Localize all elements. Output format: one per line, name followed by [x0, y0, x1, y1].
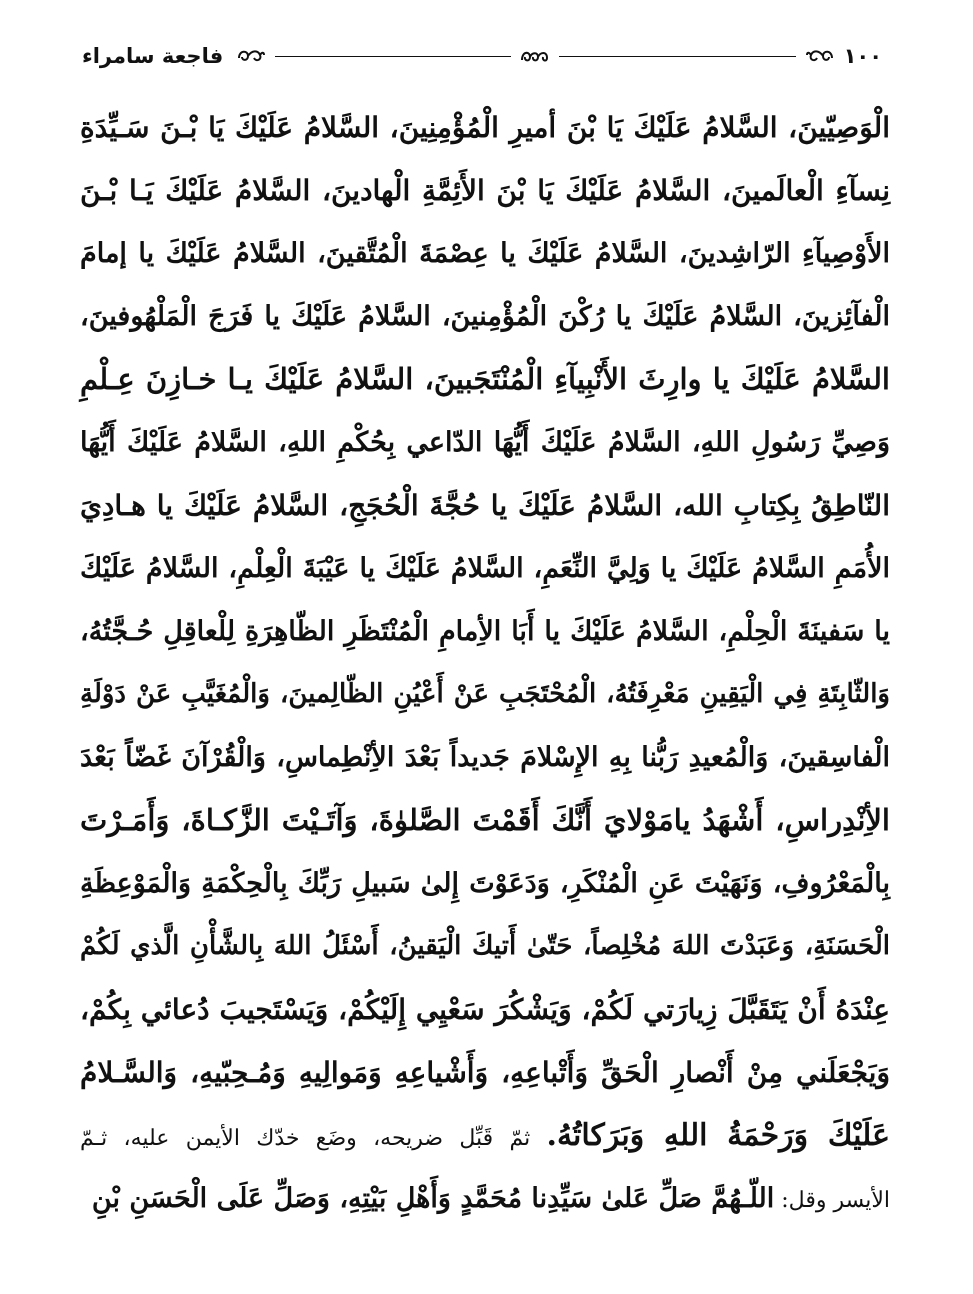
running-header [82, 36, 882, 76]
flourish-center-icon [519, 45, 551, 67]
text-line: نِسآءِ الْعالَمينَ، السَّلامُ عَلَيْكَ يَا بْنَ الأَئِمَّةِ الْهادينَ، السَّلامُ عَلَيْكَ يَـا بْـنَ [80, 174, 890, 207]
text-line: وَالثّابِتَةِ فِي الْيَقِينِ مَعْرِفَتُهُ، الْمُحْتَجَبِ عَنْ أَعْيُنِ الظّالِمينَ، وَالْمُغَيَّبِ عَنْ دَوْلَةِ [80, 679, 890, 709]
text-line: السَّلامُ عَلَيْكَ يا وارِثَ الأَنْبِيآءِ الْمُنْتَجَبينَ، السَّلامُ عَلَيْكَ يـا خـازِنَ عِـلْمِ [80, 362, 890, 396]
page-number: ١٠٠ [843, 44, 883, 68]
header-rule-left [275, 56, 511, 57]
book-title: فاجعة سامراء [82, 44, 224, 68]
text-line: بِالْمَعْرُوفِ، وَنَهَيْتَ عَنِ الْمُنْكَرِ، وَدَعَوْتَ إِلىٰ سَبيلِ رَبِّكَ بِالْحِكْمَةِ وَالْمَوْعِظَةِ [80, 868, 890, 899]
text-line: الأَوْصِيآءِ الرّاشِدينَ، السَّلامُ عَلَيْكَ يا عِصْمَةَ الْمُتَّقينَ، السَّلامُ عَلَيْكَ يا إمامَ [80, 238, 890, 269]
dua-text: عَلَيْكَ وَرَحْمَةُ اللهِ وَبَرَكاتُهُ. [546, 1118, 890, 1153]
dua-text: اللّـهُمَّ صَلِّ عَلىٰ سَيِّدِنا مُحَمَّدٍ وَأَهْلِ بَيْتِهِ، وَصَلِّ عَلَى الْحَسَنِ بْنِ [91, 1183, 775, 1214]
text-line: النّاطِقُ بِكِتابِ الله، السَّلامُ عَلَيْكَ يا حُجَّةَ الْحُجَجِ، السَّلامُ عَلَيْكَ يا هـادِيَ [80, 489, 890, 522]
text-line: وَيَجْعَلَني مِنْ أَنْصارِ الْحَقِّ وَأَتْباعِهِ، وَأَشْياعِهِ وَمَوالِيهِ وَمُـحِبّيهِ، وَالسَّـلامُ [80, 1056, 890, 1089]
text-line-mixed [80, 1167, 890, 1230]
narration-text: الأيسر وقل: [774, 1188, 890, 1213]
narration-text: ثمّ قَبِّل ضريحه، وضَع خدّك الأيمن عليه، ثـمّ [80, 1126, 547, 1151]
text-line: يا سَفينَةَ الْحِلْمِ، السَّلامُ عَلَيْكَ يا أَبَا الأِمامِ الْمُنْتَظَرِ الظّاهِرَةِ لِلْعاقِلِ حُـجَّتُهُ، [80, 616, 890, 647]
text-line: عِنْدَهُ أَنْ يَتَقَبَّلَ زِيارَتي لَكُمْ، وَيَشْكُرَ سَعْيِي إِلَيْكُمْ، وَيَسْتَجيبَ دُعائي بِكُمْ، [80, 993, 890, 1026]
text-line: وَصِيِّ رَسُولِ اللهِ، السَّلامُ عَلَيْكَ أَيُّهَا الدّاعي بِحُكْمِ اللهِ، السَّلامُ عَلَيْكَ أَيُّهَا [80, 427, 890, 458]
text-line: الْفاسِقينَ، وَالْمُعيدِ رَبُّنا بِهِ الإِسْلامَ جَديداً بَعْدَ الأِنْطِماسِ، وَالْقُرْآنَ غَضّاً بَعْدَ [80, 742, 890, 773]
text-line: الأُمَمِ السَّلامُ عَلَيْكَ يا وَلِيَّ النِّعَمِ، السَّلامُ عَلَيْكَ يا عَيْبَةَ الْعِلْمِ، السَّلامُ عَلَيْكَ [80, 553, 890, 584]
text-line: الْوَصِيّينَ، السَّلامُ عَلَيْكَ يَا بْنَ أميرِ الْمُؤْمِنِينَ، السَّلامُ عَلَيْكَ يَا بْـنَ سَـيِّدَةِ [80, 111, 890, 144]
flourish-right-icon [804, 45, 836, 67]
text-line: الأِنْدِراسِ، أَشْهَدُ يامَوْلايَ أَنَّكَ أَقَمْتَ الصَّلوٰةَ، وَآتَـيْتَ الزَّكـاةَ، وَأَمَـرْتَ [80, 803, 890, 837]
text-line-mixed [80, 1104, 890, 1167]
header-rule-right [559, 56, 795, 57]
ziyarah-text [80, 96, 890, 1230]
text-line: الْفآئِزينَ، السَّلامُ عَلَيْكَ يا رُكْنَ الْمُؤْمِنينَ، السَّلامُ عَلَيْكَ يا فَرَجَ الْمَلْهُوفينَ، [80, 301, 890, 332]
flourish-left-icon [235, 45, 267, 67]
text-line: الْحَسَنَةِ، وَعَبَدْتَ اللهَ مُخْلِصاً، حَتّىٰ أَتيكَ الْيَقينُ، أَسْئَلُ اللهَ بِالشَّأْنِ الَّذي لَكُمْ [80, 931, 890, 961]
